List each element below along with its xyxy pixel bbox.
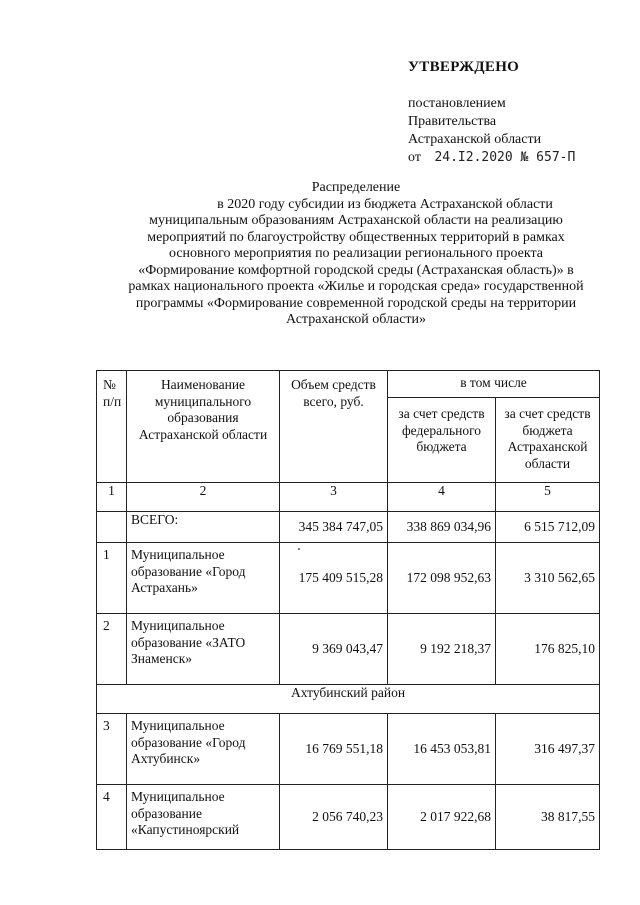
row-regional: 176 825,10 [496,614,600,685]
header-num: № п/п [97,371,127,483]
row-name: Муниципальное образование «Город Ахтубинск» [127,714,280,785]
row-regional: 38 817,55 [496,785,600,850]
column-index: 3 [280,483,388,512]
document-title [96,180,616,329]
row-name: Муниципальное образование «ЗАТО Знаменск» [127,614,280,685]
row-num: 2 [97,614,127,685]
distribution-table [96,370,600,850]
column-index: 5 [496,483,600,512]
row-federal: 16 453 053,81 [388,714,496,785]
row-total: 2 056 740,23 [280,785,388,850]
row-regional: 3 310 562,65 [496,543,600,614]
approval-date-line [408,149,628,167]
row-num: 1 [97,543,127,614]
row-num: 3 [97,714,127,785]
row-num: 4 [97,785,127,850]
column-index: 2 [127,483,280,512]
table-row [97,785,600,850]
header-regional: за счет средств бюджета Астраханской области [496,398,600,483]
section-row [97,685,600,714]
total-label: ВСЕГО: [127,512,280,543]
row-regional: 316 497,37 [496,714,600,785]
title-line: основного мероприятия по реализации регионального проекта [168,246,544,261]
total-regional: 6 515 712,09 [496,512,600,543]
table-row [97,614,600,685]
section-title: Ахтубинский район [97,685,600,714]
approval-line: Правительства [408,114,497,129]
title-line: муниципальным образованиям Астраханской области на реализацию [149,213,563,228]
header-federal: за счет средств федерального бюджета [388,398,496,483]
table-row [97,714,600,785]
scan-speck [298,548,300,550]
row-total: 9 369 043,47 [280,614,388,685]
approval-line: постановлением [408,96,506,111]
title-line: мероприятий по благоустройству общественных территорий в рамках [147,229,565,245]
row-federal: 2 017 922,68 [388,785,496,850]
title-line: программы «Формирование современной городской среды на территории [135,295,577,311]
row-federal: 9 192 218,37 [388,614,496,685]
row-federal: 172 098 952,63 [388,543,496,614]
header-total: Объем средств всего, руб. [280,371,388,483]
row-total: 175 409 515,28 [280,543,388,614]
header-name: Наименование муниципального образования Астраханской области [127,371,280,483]
approval-line: Астраханской области [408,132,542,147]
approval-date-prefix: от [408,150,421,165]
column-index: 4 [388,483,496,512]
title-line: Распределение [311,180,401,195]
total-amount: 345 384 747,05 [280,512,388,543]
approval-date-value: 24.I2.2020 № 657-П [434,150,576,165]
header-row [97,371,600,398]
row-name: Муниципальное образование «Капустиноярский [127,785,280,850]
title-line: Астраханской области» [285,312,427,327]
approval-heading: УТВЕРЖДЕНО [408,59,520,75]
total-num-cell [97,512,127,543]
column-index-row [97,483,600,512]
row-total: 16 769 551,18 [280,714,388,785]
title-line: рамках национального проекта «Жилье и городская среда» государственной [128,279,584,294]
table-row [97,543,600,614]
approval-block [408,58,628,167]
column-index: 1 [97,483,127,512]
total-federal: 338 869 034,96 [388,512,496,543]
total-row [97,512,600,543]
title-line: в 2020 году субсидии из бюджета Астраханской области [217,196,553,212]
row-name: Муниципальное образование «Город Астрахань» [127,543,280,614]
header-including: в том числе [388,371,600,398]
title-line: «Формирование комфортной городской среды (Астраханская область)» в [138,262,574,278]
